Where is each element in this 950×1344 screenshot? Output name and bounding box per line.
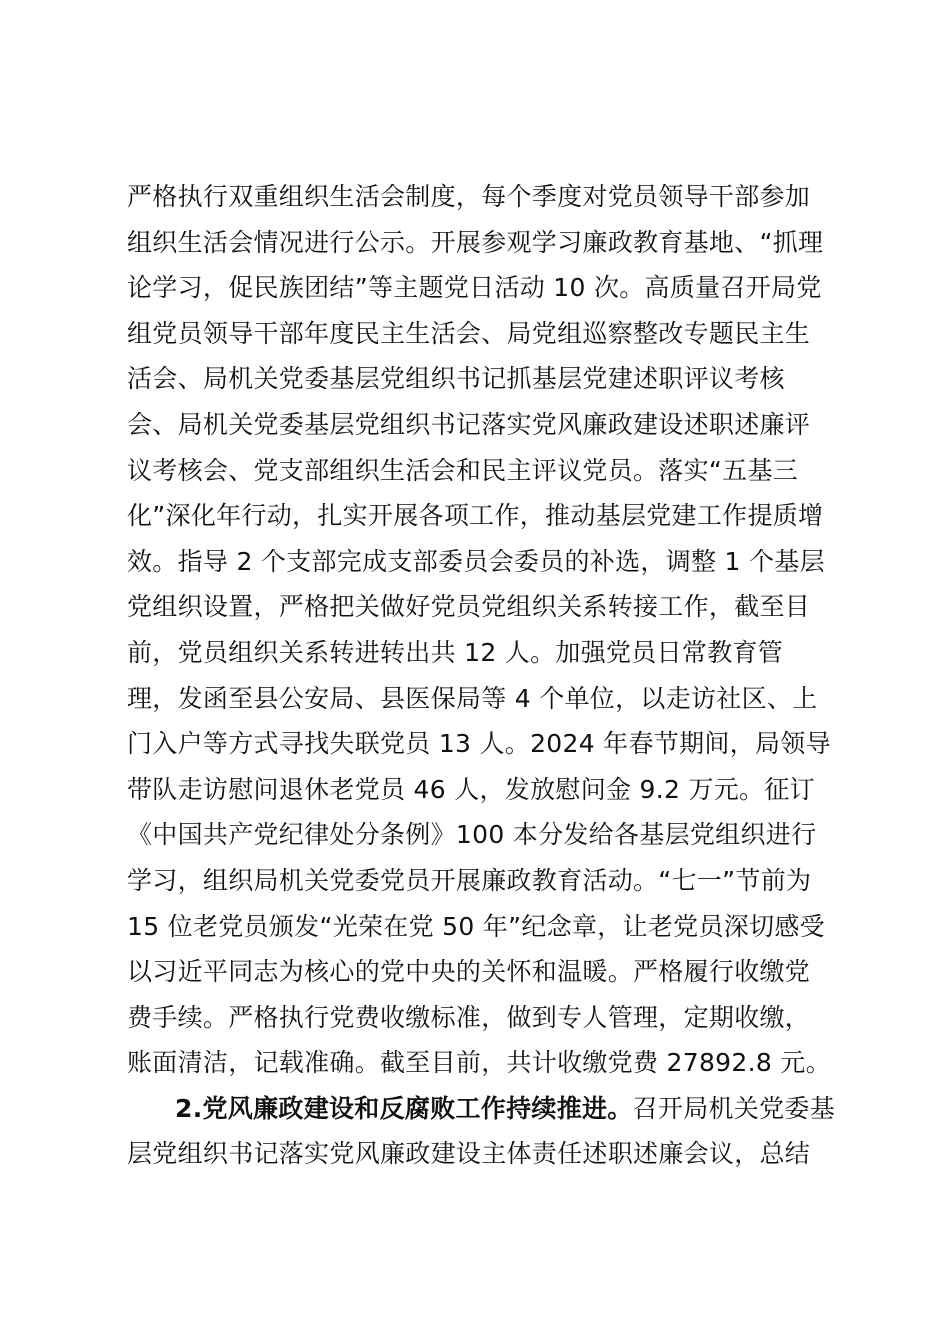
text-line: 理，发函至县公安局、县医保局等 4 个单位，以走访社区、上 — [127, 683, 818, 713]
body-text — [127, 174, 835, 1177]
text-line: 前，党员组织关系转进转出共 12 人。加强党员日常教育管 — [127, 637, 784, 667]
text-line: 以习近平同志为核心的党中央的关怀和温暖。严格履行收缴党 — [127, 957, 811, 987]
text-line: 会、局机关党委基层党组织书记落实党风廉政建设述职述廉评 — [127, 409, 811, 439]
text-line: 《中国共产党纪律处分条例》100 本分发给各基层党组织进行 — [127, 820, 817, 850]
text-line: 化”深化年行动，扎实开展各项工作，推动基层党建工作提质增 — [127, 501, 824, 531]
text-line: 账面清洁，记载准确。截至目前，共计收缴党费 27892.8 元。 — [127, 1048, 831, 1078]
text-line: 门入户等方式寻找失联党员 13 人。2024 年春节期间，局领导 — [127, 729, 831, 759]
text-line: 学习，组织局机关党委党员开展廉政教育活动。“七一”节前为 — [127, 865, 812, 895]
text-line: 组党员领导干部年度民主生活会、局党组巡察整改专题民主生 — [127, 318, 811, 348]
text-line: 15 位老党员颁发“光荣在党 50 年”纪念章，让老党员深切感受 — [127, 911, 825, 941]
text-line: 费手续。严格执行党费收缴标准，做到专人管理，定期收缴， — [127, 1002, 811, 1032]
text-line: 活会、局机关党委基层党组织书记抓基层党建述职评议考核 — [127, 364, 785, 394]
text-line: 效。指导 2 个支部完成支部委员会委员的补选，调整 1 个基层 — [127, 546, 825, 576]
text-line: 组织生活会情况进行公示。开展参观学习廉政教育基地、“抓理 — [127, 227, 824, 257]
text-line: 层党组织书记落实党风廉政建设主体责任述职述廉会议，总结 — [127, 1139, 811, 1169]
text-line: 议考核会、党支部组织生活会和民主评议党员。落实“五基三 — [127, 455, 799, 485]
text-line: 严格执行双重组织生活会制度，每个季度对党员领导干部参加 — [127, 182, 811, 211]
section-heading-line — [127, 1086, 835, 1132]
text-line: 论学习，促民族团结”等主题党日活动 10 次。高质量召开局党 — [127, 273, 822, 303]
section-text: 召开局机关党委基 — [632, 1093, 835, 1123]
text-line: 党组织设置，严格把关做好党员党组织关系转接工作，截至目 — [127, 592, 811, 622]
text-line: 带队走访慰问退休老党员 46 人，发放慰问金 9.2 万元。征订 — [127, 774, 815, 804]
section-heading: 2.党风廉政建设和反腐败工作持续推进。 — [175, 1093, 633, 1123]
